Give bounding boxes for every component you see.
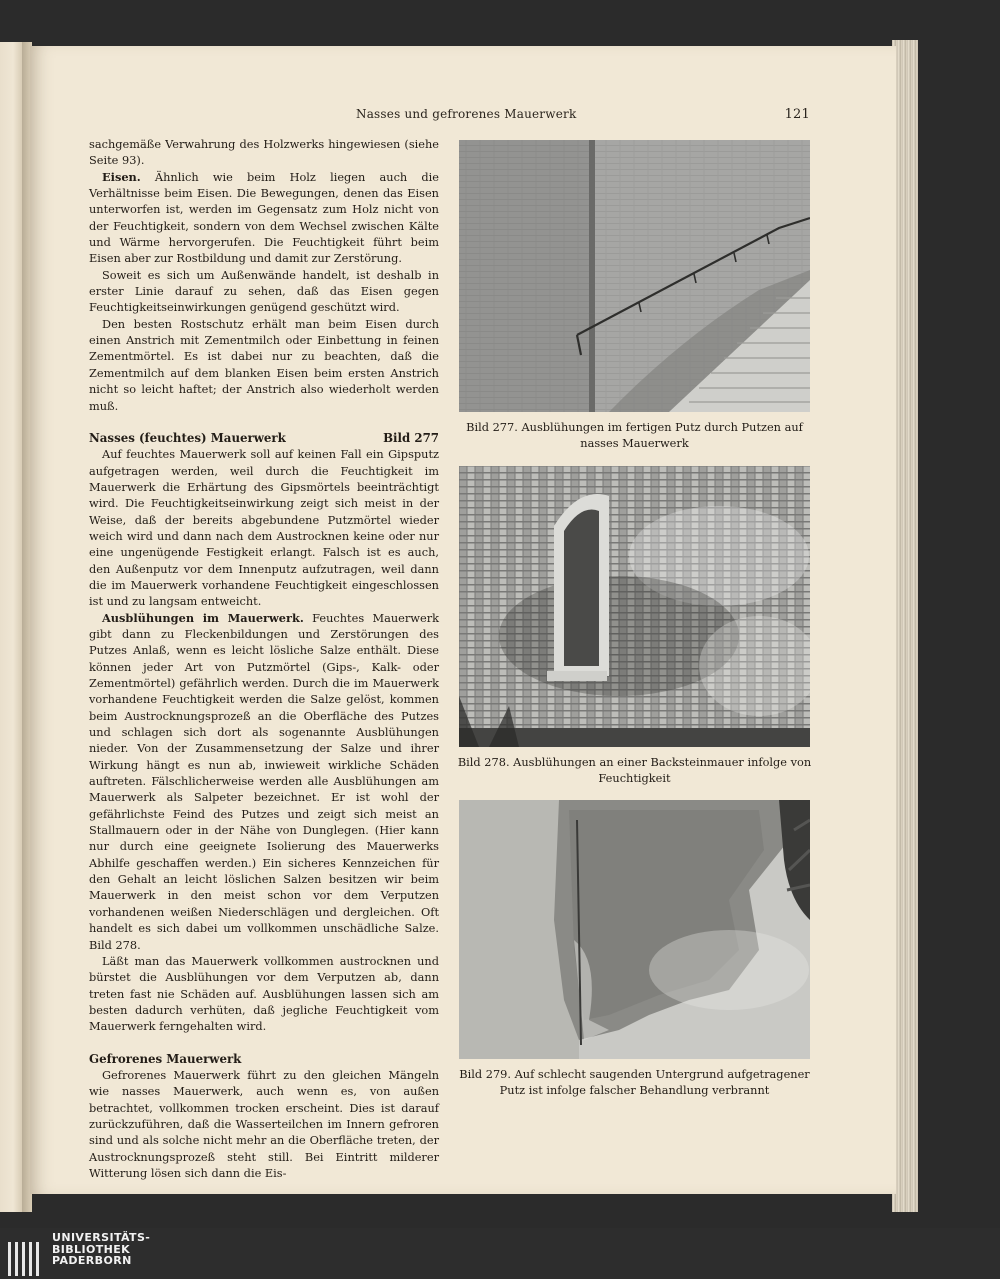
section-heading — [89, 1051, 439, 1067]
paragraph: Gefrorenes Mauerwerk führt zu den gleichen Mängeln wie nasses Mauerwerk, auch wenn es, von außen betrachtet, vollkommen trocken erscheint. Dies ist darauf zurückzuführen, daß die Wasserteilchen im Innern gefroren sind und als solche nicht mehr an die Oberfläche treten, der Austrocknungsprozeß steht still. Bei Eintritt milderer Witterung lösen sich dann die Eis- — [89, 1067, 439, 1180]
body-text-column — [89, 136, 439, 1181]
logo-line: PADERBORN — [52, 1254, 132, 1267]
run-in-heading: Eisen. — [102, 169, 141, 184]
paragraph: sachgemäße Verwahrung des Holzwerks hingewiesen (siehe Seite 93). — [89, 137, 439, 168]
paragraph-text: Ähnlich wie beim Holz liegen auch die Verhältnisse beim Eisen. Die Bewegungen, denen das Eisen unterworfen ist, werden im Gegensatz zum Holz nicht von der Feuchtigkeit, sondern von dem Wechsel zwischen Kälte und Wärme hervorgerufen. Die Feuchtigkeit führt beim Eisen aber zur Rostbildung und damit zur Zerstörung. — [89, 169, 439, 266]
figure-277-caption: Bild 277. Ausblühungen im fertigen Putz durch Putzen auf nasses Mauerwerk — [466, 420, 803, 450]
burnt-plaster-illustration — [459, 800, 810, 1059]
paragraph — [89, 610, 439, 953]
paragraph: Läßt man das Mauerwerk vollkommen austrocknen und bürstet die Ausblühungen vor dem Verputzen ab, dann treten fast nie Schäden auf. Ausblühungen lassen sich am besten dadurch verhüten, daß jegliche Feuchtigkeit vom Mauerwerk ferngehalten wird. — [89, 953, 439, 1034]
section-heading-title: Gefrorenes Mauerwerk — [89, 1051, 242, 1066]
figure-277-photo — [459, 140, 810, 412]
library-logo-text — [52, 1232, 150, 1267]
spacer — [89, 1035, 439, 1051]
figure-278-photo — [459, 466, 810, 747]
section-heading — [89, 430, 439, 446]
left-page-edge — [0, 42, 22, 1212]
section-heading-title: Nasses (feuchtes) Mauerwerk — [89, 430, 286, 445]
paragraph: Soweit es sich um Außenwände handelt, ist deshalb in erster Linie darauf zu sehen, daß das Eisen gegen Feuchtigkeitseinwirkungen genügend geschützt wird. — [89, 267, 439, 315]
figure-279-caption: Bild 279. Auf schlecht saugenden Untergrund aufgetragener Putz ist infolge falscher Behandlung verbrannt — [459, 1067, 810, 1097]
page-number: 121 — [784, 107, 810, 122]
figure-278-caption: Bild 278. Ausblühungen an einer Backsteinmauer infolge von Feuchtigkeit — [457, 755, 812, 785]
run-in-heading: Ausblühungen im Mauerwerk. — [102, 610, 304, 625]
stairway-handrail-illustration — [459, 140, 810, 412]
brick-wall-efflorescence-illustration — [459, 466, 810, 747]
library-logo-icon — [6, 1236, 46, 1276]
running-head-title: Nasses und gefrorenes Mauerwerk — [356, 107, 577, 121]
paragraph — [89, 169, 439, 267]
figure-reference: Bild 277 — [383, 430, 439, 445]
spacer — [89, 414, 439, 430]
logo-line: UNIVERSITÄTS- — [52, 1231, 151, 1244]
figure-279-photo — [459, 800, 810, 1059]
paragraph-text: Feuchtes Mauerwerk gibt dann zu Fleckenbildungen und Zerstörungen des Putzes Anlaß, wenn es leicht lösliche Salze enthält. Diese können jeder Art von Putzmörtel (Gips-, Kalk- oder Zementmörtel) gefährlich werden. Durch die im Mauerwerk vorhandene Feuchtigkeit werden die Salze gelöst, kommen beim Austrocknungsprozeß an die Oberfläche des Putzes und schlagen sich dort als sogenannte Ausblühungen nieder. Von der Zusammensetzung der Salze und ihrer Wirkung hängt es nun ab, inwieweit wirkliche Schäden auftreten. Fälschlicherweise werden alle Ausblühungen am Mauerwerk als Salpeter bezeichnet. Er ist wohl der gefährlichste Feind des Putzes und zeigt sich meist an Stallmauern oder in der Nähe von Dunglegen. (Hier kann nur durch eine geeignete Isolierung des Mauerwerks Abhilfe geschaffen werden.) Ein sicheres Kennzeichen für den Gehalt an leicht löslichen Salzen besitzen wir beim Mauerwerk in den meist schon vor dem Verputzen vorhandenen weißen Niederschlägen und dergleichen. Oft handelt es sich dabei um vollkommen unschädliche Salze. Bild 278. — [89, 610, 439, 952]
paragraph: Den besten Rostschutz erhält man beim Eisen durch einen Anstrich mit Zementmilch oder Einbettung in feinen Zementmörtel. Es ist dabei nur zu beachten, daß die Zementmilch auf dem blanken Eisen beim ersten Anstrich nicht so leicht haftet; der Anstrich also wiederholt werden muß. — [89, 316, 439, 413]
paragraph: Auf feuchtes Mauerwerk soll auf keinen Fall ein Gipsputz aufgetragen werden, weil durch die Feuchtigkeit im Mauerwerk die Erhärtung des Gipsmörtels beeinträchtigt wird. Die Feuchtigkeitseinwirkung zeigt sich meist in der Weise, daß der bereits abgebundene Putzmörtel wieder weich wird und dann nach dem Austrocknen keine oder nur eine ungenügende Festigkeit erlangt. Falsch ist es auch, den Außenputz vor dem Innenputz aufzutragen, weil dann die im Mauerwerk vorhandene Feuchtigkeit eingeschlossen ist und zu langsam entweicht. — [89, 447, 439, 609]
logo-line: BIBLIOTHEK — [52, 1242, 131, 1256]
